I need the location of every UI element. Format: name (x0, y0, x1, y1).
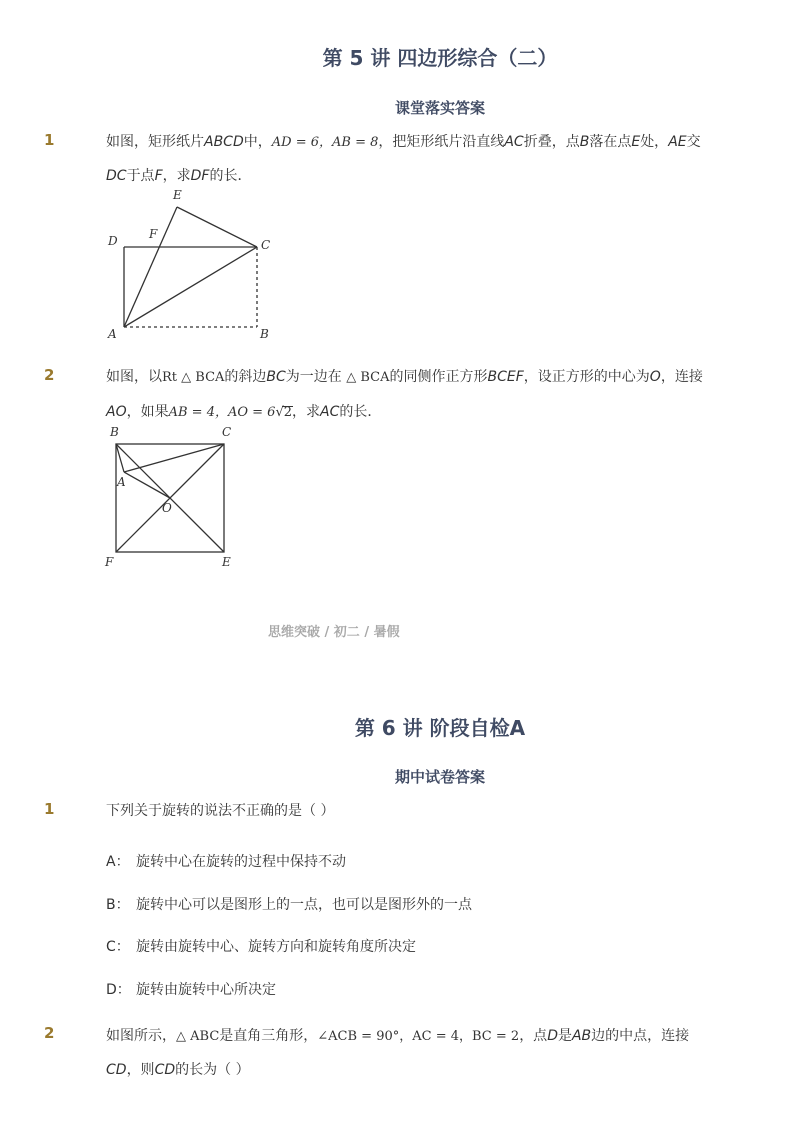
var: O (649, 369, 661, 385)
point-label-a: A (117, 475, 126, 489)
lesson5-title: 第 5 讲 四边形综合（二） (322, 46, 558, 70)
var: DF (190, 168, 210, 184)
var: AE (668, 134, 687, 150)
text: 落在点 (589, 134, 632, 150)
text: 中， (243, 134, 272, 150)
question-number: 1 (44, 800, 55, 818)
question-line (106, 165, 251, 185)
option-label: C： (106, 939, 130, 955)
lesson6-title: 第 6 讲 阶段自检A (354, 716, 526, 740)
text: 折叠，点 (523, 134, 580, 150)
text: 交 (686, 134, 701, 150)
point-label-e: E (222, 555, 231, 569)
rectangle-fold-diagram (100, 183, 290, 343)
var: CD (154, 1062, 176, 1078)
point-label-c: C (261, 238, 271, 252)
question-number: 2 (44, 1024, 55, 1042)
var: DC (106, 168, 127, 184)
lesson5-section-title: 课堂落实答案 (394, 99, 485, 117)
math: ∠ACB = 90°，AC = 4，BC = 2 (317, 1029, 520, 1044)
text: 如图所示， (106, 1028, 176, 1044)
option-label: D： (106, 982, 131, 998)
point-label-a: A (108, 327, 117, 341)
point-label-o: O (162, 501, 172, 515)
text: 如图，矩形纸片 (106, 134, 204, 150)
var: AC (504, 134, 524, 150)
math: Rt △ BCA (162, 370, 225, 385)
text: ，如果 (126, 404, 169, 420)
point-label-e: E (173, 188, 182, 202)
option-d (106, 979, 276, 999)
question-line (106, 401, 381, 421)
option-text: 旋转中心在旋转的过程中保持不动 (136, 854, 346, 870)
option-label: A： (106, 854, 130, 870)
text: 的长． (209, 168, 252, 184)
option-text: 旋转由旋转中心所决定 (136, 982, 276, 998)
text: 如图，以 (106, 369, 162, 385)
text: ，点 (519, 1028, 548, 1044)
point-label-b: B (260, 327, 269, 341)
text: ，则 (126, 1062, 155, 1078)
text: 于点 (126, 168, 155, 184)
segment-ac (124, 247, 257, 327)
var: F (154, 168, 163, 184)
math: AB = 4，AO = 6 (168, 405, 276, 420)
segment-ec (177, 207, 257, 247)
radicand: 2 (283, 405, 293, 420)
var: AO (106, 404, 127, 420)
text: 的斜边 (224, 369, 267, 385)
lesson6-section-title: 期中试卷答案 (394, 768, 485, 786)
math: △ ABC (176, 1029, 220, 1044)
var: BCEF (487, 369, 524, 385)
point-label-c: C (222, 425, 232, 439)
point-label-f: F (149, 227, 158, 241)
math: AD = 6，AB = 8 (271, 135, 379, 150)
var: B (579, 134, 590, 150)
var: CD (106, 1062, 127, 1078)
option-c (106, 936, 416, 956)
option-b (106, 894, 472, 914)
question-number: 2 (44, 366, 55, 384)
text: ，设正方形的中心为 (523, 369, 650, 385)
text: ，求 (292, 404, 321, 420)
var: E (631, 134, 641, 150)
text: ，连接 (660, 369, 703, 385)
option-label: B： (106, 897, 130, 913)
text: 处， (640, 134, 669, 150)
sqrt: √2 (275, 405, 293, 420)
var: AB (571, 1028, 592, 1044)
question-line (106, 1025, 689, 1045)
var: ABCD (204, 134, 244, 150)
text: 的长为（ ） (175, 1062, 250, 1078)
question-line (106, 366, 703, 386)
segment-ac (124, 444, 224, 472)
var: BC (266, 369, 286, 385)
square-center-diagram (100, 420, 250, 575)
question-line (106, 131, 701, 151)
text: ，求 (162, 168, 191, 184)
option-text: 旋转由旋转中心、旋转方向和旋转角度所决定 (136, 939, 416, 955)
point-label-b: B (110, 425, 119, 439)
option-a (106, 851, 346, 871)
point-label-f: F (105, 555, 114, 569)
text: 为一边在 (285, 369, 347, 385)
text: 的同侧作正方形 (389, 369, 488, 385)
text: 是直角三角形， (219, 1028, 318, 1044)
option-text: 旋转中心可以是图形上的一点，也可以是图形外的一点 (136, 897, 472, 913)
segment-ae (124, 207, 177, 327)
question-number: 1 (44, 131, 55, 149)
question-line: 下列关于旋转的说法不正确的是（ ） (106, 803, 335, 819)
page-footer: 思维突破 / 初二 / 暑假 (268, 625, 400, 640)
text: 边的中点，连接 (591, 1028, 690, 1044)
text: 是 (557, 1028, 572, 1044)
question-line (106, 1059, 250, 1079)
var: D (547, 1028, 558, 1044)
math: △ BCA (346, 370, 390, 385)
var: AC (320, 404, 340, 420)
text: ，把矩形纸片沿直线 (378, 134, 505, 150)
point-label-d: D (108, 234, 118, 248)
text: 的长． (339, 404, 382, 420)
